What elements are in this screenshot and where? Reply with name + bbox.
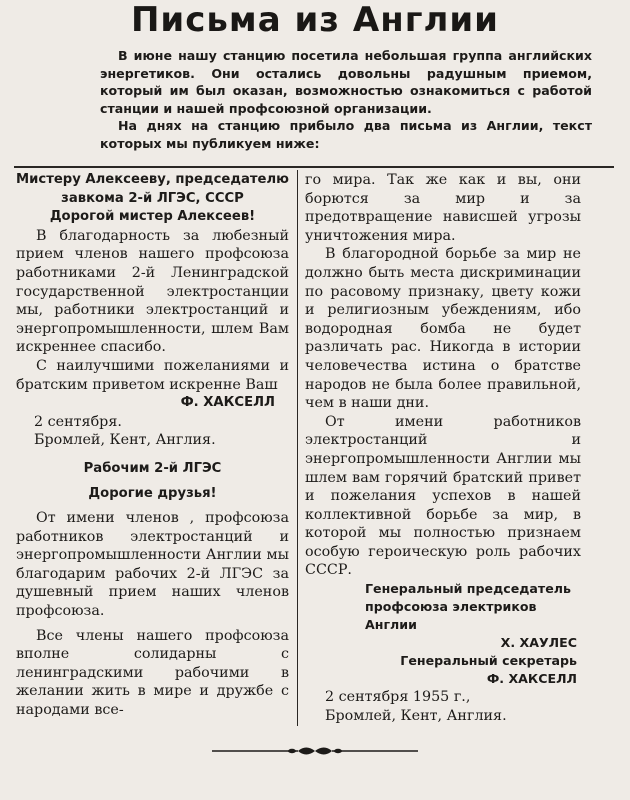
sig1-title-line1: Генеральный председатель xyxy=(365,581,571,597)
column-divider xyxy=(297,170,298,726)
letter2-paragraph-2-start: Все члены нашего профсоюза вполне солидарны с ленинградскими рабочими в желании жить в мире и дружбе с народами все- xyxy=(16,627,289,719)
sig2-name: Ф. ХАКСЕЛЛ xyxy=(486,671,577,687)
letter2-paragraph-2-end: го мира. Так же как и вы, они борются за мир и за предотвращение нависшей угрозы уничтожения мира. xyxy=(305,172,581,244)
sig2-title: Генеральный секретарь xyxy=(400,653,577,669)
article-title: Письма из Англии xyxy=(130,0,500,40)
left-column xyxy=(16,171,289,720)
letter2-signatures xyxy=(305,580,581,688)
letter2-date: 2 сентября 1955 г., xyxy=(325,689,471,706)
letter1-greeting: Дорогой мистер Алексеев! xyxy=(49,209,256,225)
letter1-closing: С наилучшими пожеланиями и братским приветом искренне Ваш xyxy=(16,357,289,393)
ornament-divider xyxy=(210,743,420,759)
letter2-place: Бромлей, Кент, Англия. xyxy=(325,707,507,724)
article-intro xyxy=(100,47,592,153)
letter1-addressee-line2: завкома 2-й ЛГЭС, СССР xyxy=(61,190,244,206)
letter1-date: 2 сентября. xyxy=(34,413,122,430)
letter2-paragraph-3: В благородной борьбе за мир не должно быть места дискриминации по расовому признаку, цвету кожи и религиозным убеждениям, ибо водородная бомба не будет различать рас. Никогда в истории человечества истина о братстве народов не была более правильной, чем в наши дни. xyxy=(305,246,581,412)
letter1-place: Бромлей, Кент, Англия. xyxy=(34,432,216,449)
letter2-paragraph-1: От имени членов , профсоюза работников электростанций и энергопромышленности Англии мы благодарим рабочих 2-й ЛГЭС за душевный прием наших членов профсоюза. xyxy=(16,510,289,620)
right-column xyxy=(305,171,581,725)
letter2-paragraph-4: От имени работников электростанций и энергопромышленности Англии мы шлем вам горячий братский привет и пожелания успехов в нашей коллективной борьбе за мир, в которой мы полностью признаем особую героическую роль рабочих СССР. xyxy=(305,413,581,579)
sig1-title-line3: Англии xyxy=(365,617,417,633)
top-divider xyxy=(14,166,614,168)
intro-paragraph-2: На днях на станцию прибыло два письма из Англии, текст которых мы публикуем ниже: xyxy=(100,118,592,151)
letter2-addressee: Рабочим 2-й ЛГЭС xyxy=(83,460,222,476)
sig1-name: Х. ХАУЛЕС xyxy=(500,635,577,651)
letter2-greeting: Дорогие друзья! xyxy=(88,485,217,501)
letter1-signature: Ф. ХАКСЕЛЛ xyxy=(180,395,275,411)
intro-paragraph-1: В июне нашу станцию посетила небольшая группа английских энергетиков. Они остались довольны радушным приемом, который им был оказан, возможностью ознакомиться с работой станции и нашей профсоюзной организации. xyxy=(100,48,592,116)
letter1-addressee-line1: Мистеру Алексееву, председателю xyxy=(16,172,289,187)
sig1-title-line2: профсоюза электриков xyxy=(365,599,537,615)
letter1-body: В благодарность за любезный прием членов нашего профсоюза работниками 2-й Ленинградской государственной электростанции мы, работники электростанций и энергопромышленности, шлем Вам искреннее спасибо. xyxy=(16,227,289,356)
